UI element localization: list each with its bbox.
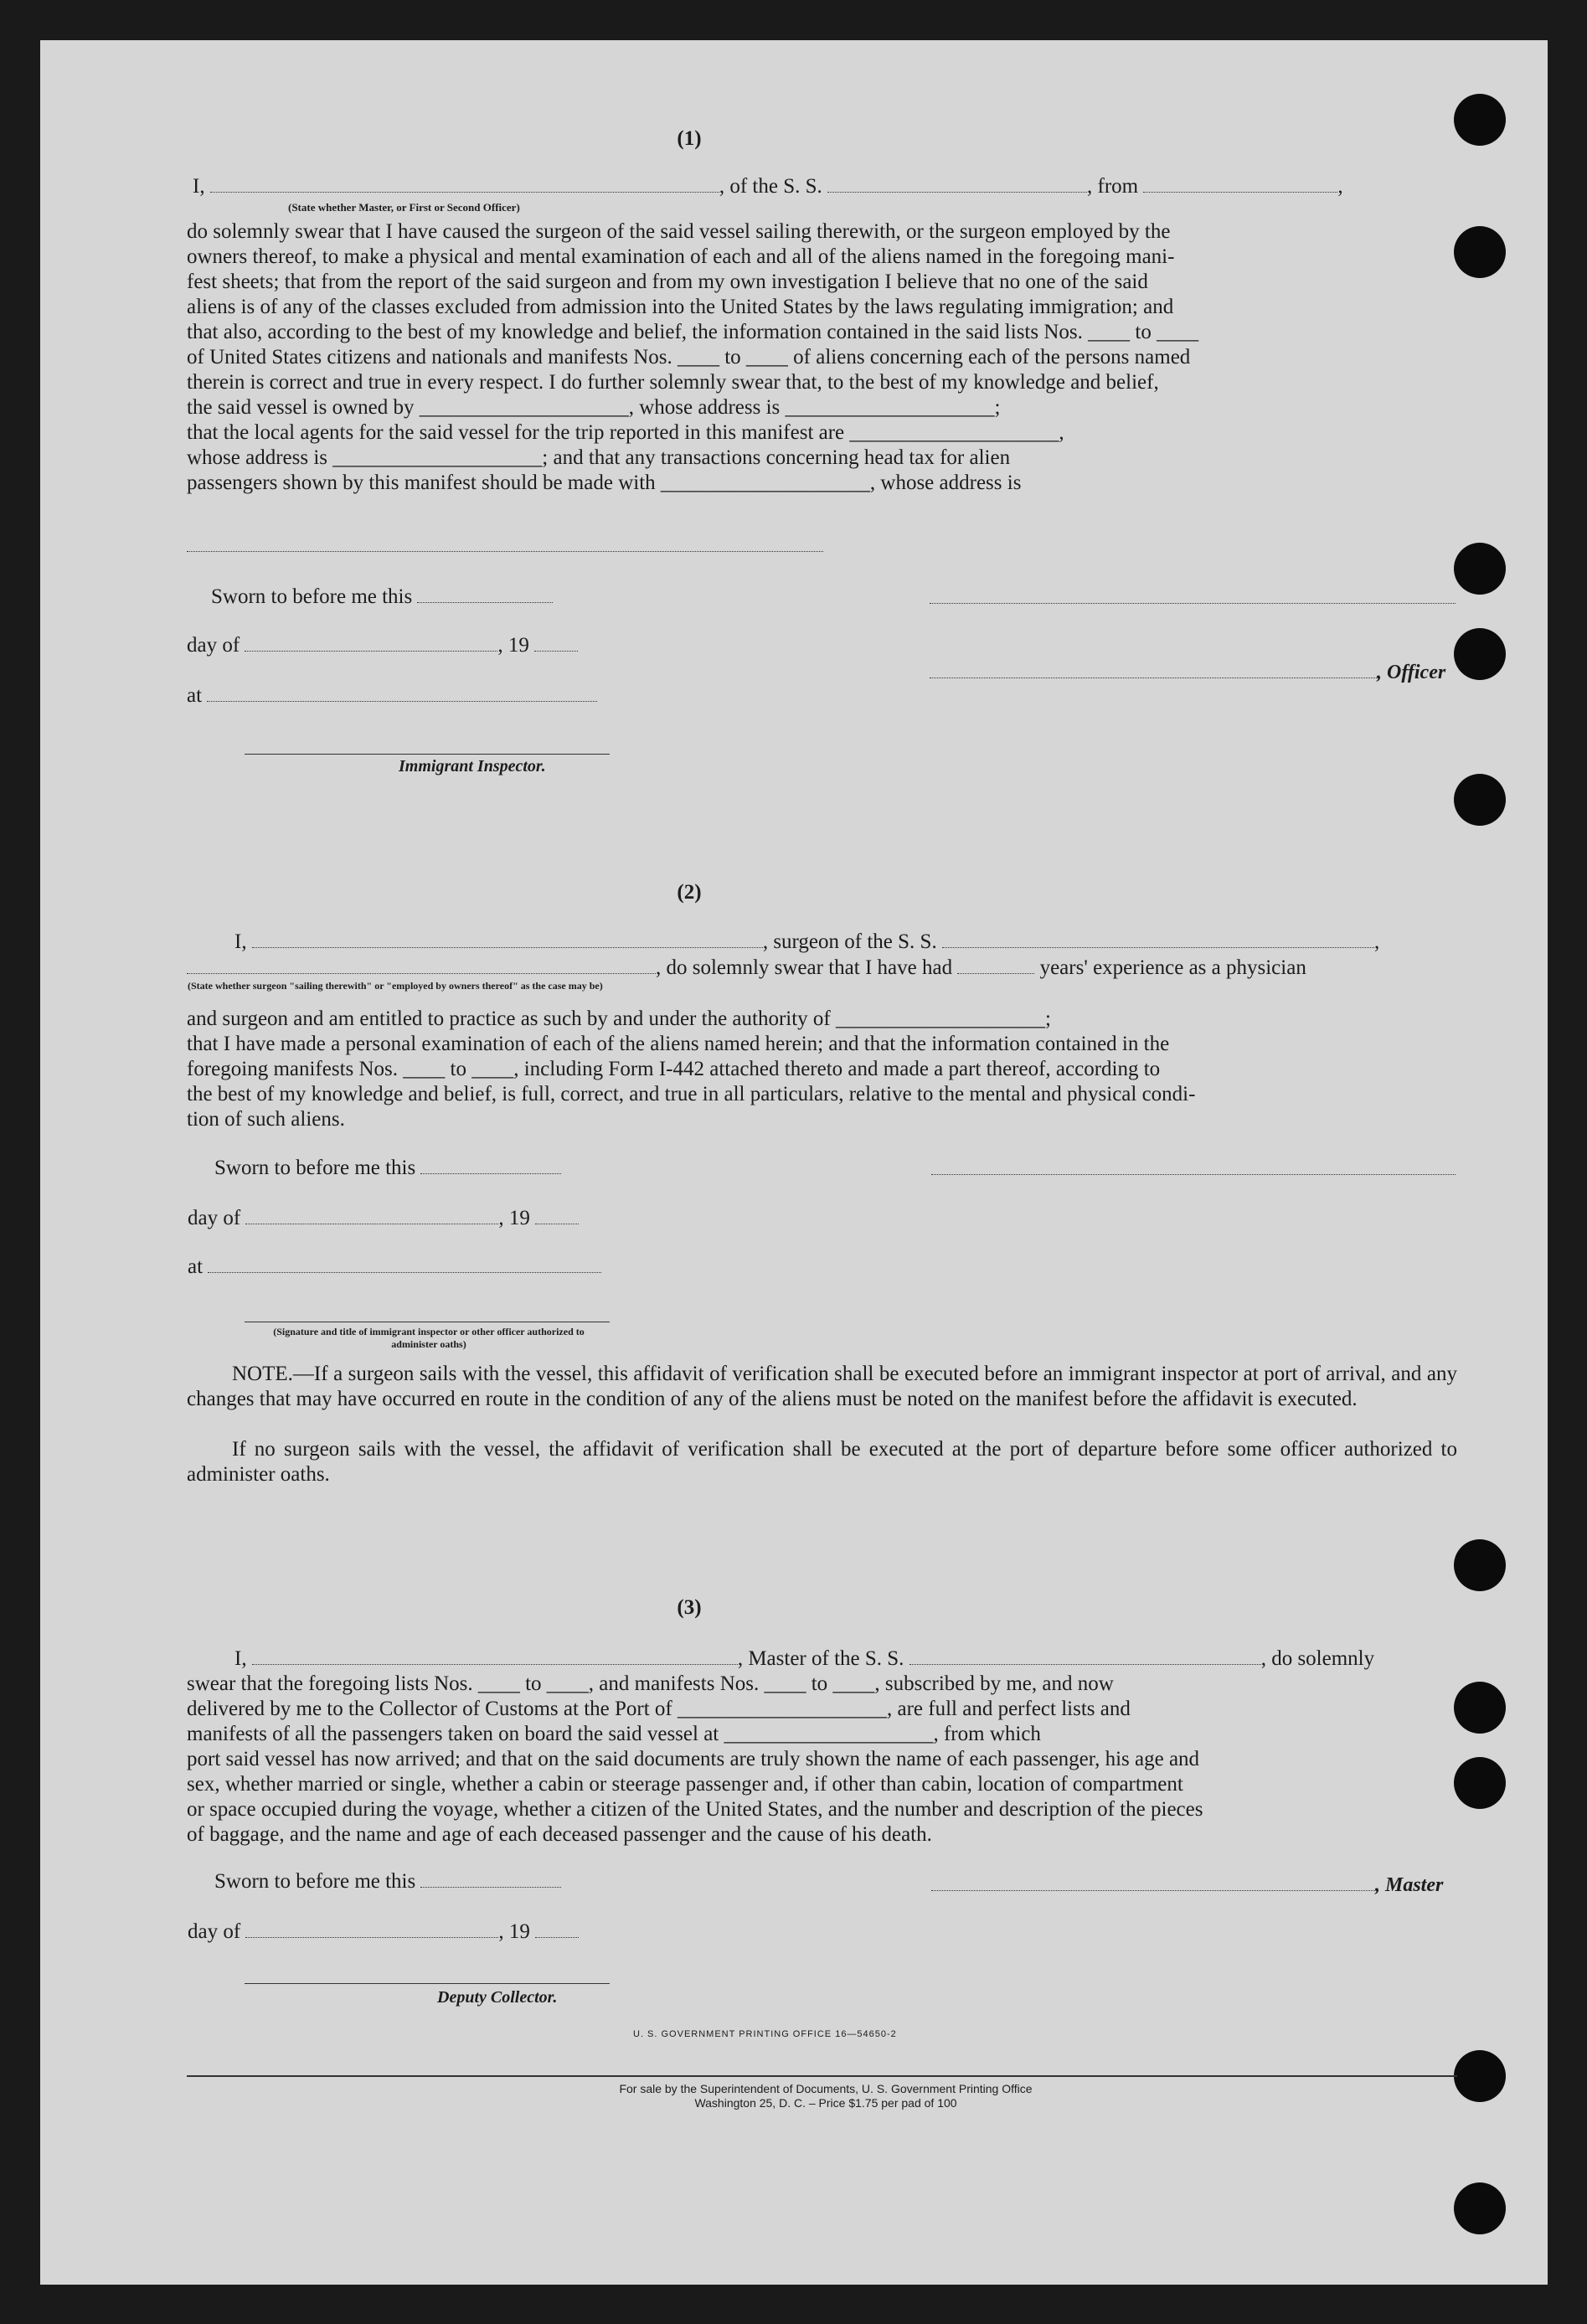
oath-line: delivered by me to the Collector of Customs at the Port of ____________________, are full and perfect lists and [187, 1698, 1131, 1720]
surgeon-type-field[interactable] [252, 932, 763, 948]
oath-line: swear that the foregoing lists Nos. ____ to ____, and manifests Nos. ____ to ____, subscribed by me, and now [187, 1672, 1114, 1695]
oath-line: foregoing manifests Nos. ____ to ____, including Form I-442 attached thereto and made a part thereof, according to [187, 1058, 1161, 1080]
surgeon-name-field[interactable] [187, 958, 656, 974]
oath-line: owners thereof, to make a physical and mental examination of each and all of the aliens named in the foregoing mani- [187, 245, 1175, 268]
s2-vessel-field[interactable] [942, 932, 1374, 948]
s2-sworn-day-field[interactable] [420, 1158, 561, 1174]
s1-at: at [187, 683, 597, 709]
s2-signature-hint: (Signature and title of immigrant inspector or other officer authorized to administer oaths) [273, 1326, 585, 1350]
officer-signature-field[interactable] [930, 662, 1377, 678]
oath-line: of baggage, and the name and age of each deceased passenger and the cause of his death. [187, 1823, 932, 1846]
oath-line: of United States citizens and nationals and manifests Nos. ____ to ____ of aliens concerning each of the persons named [187, 346, 1191, 368]
oath-line: do solemnly swear that I have caused the surgeon of the said vessel sailing therewith, or the surgeon employed by the [187, 220, 1171, 243]
oath-line: therein is correct and true in every respect. I do further solemnly swear that, to the best of my knowledge and belief, [187, 371, 1159, 394]
form-page [40, 40, 1548, 2285]
officer-name-field[interactable] [210, 177, 719, 193]
deputy-label: Deputy Collector. [437, 1988, 558, 2007]
oath-line: sex, whether married or single, whether a cabin or steerage passenger and, if other than cabin, location of compartment [187, 1773, 1183, 1796]
s2-oath-body [187, 1007, 1457, 1132]
s2-day-of: day of , 19 [188, 1206, 579, 1231]
s3-master: , Master [931, 1873, 1443, 1898]
oath-line: that also, according to the best of my knowledge and belief, the information contained in the said lists Nos. ____ to ____ [187, 321, 1199, 343]
surgeon-hint: (State whether surgeon "sailing therewith" or "employed by owners thereof" as the case may be) [188, 980, 603, 992]
sworn-month-field[interactable] [245, 636, 497, 652]
sale-notice-1: For sale by the Superintendent of Documents, U. S. Government Printing Office [619, 2082, 1033, 2095]
s3-first-line: I, , Master of the S. S. , do solemnly [234, 1647, 1375, 1670]
sworn-day-field[interactable] [417, 587, 553, 603]
punch-hole [1454, 628, 1506, 680]
s2-sworn: Sworn to before me this [214, 1156, 561, 1181]
punch-hole [1454, 543, 1506, 595]
vessel-name-field[interactable] [827, 177, 1087, 193]
s3-day-of: day of , 19 [188, 1919, 579, 1945]
s1-sworn: Sworn to before me this [211, 585, 553, 610]
years-field[interactable] [957, 958, 1034, 974]
section-3-heading: (3) [677, 1596, 702, 1619]
section-2-heading: (2) [677, 881, 702, 904]
oath-line: the best of my knowledge and belief, is full, correct, and true in all particulars, relative to the mental and physical condi- [187, 1083, 1196, 1105]
inspector-label: Immigrant Inspector. [399, 757, 546, 776]
punch-hole [1454, 94, 1506, 146]
surgeon-signature-line[interactable] [931, 1174, 1456, 1175]
oath-line: fest sheets; that from the report of the said surgeon and from my own investigation I believe that no one of the said [187, 271, 1148, 293]
s1-first-line: I, , of the S. S. , from , [193, 175, 1343, 198]
oath-line: port said vessel has now arrived; and that on the said documents are truly shown the name of each passenger, his age and [187, 1748, 1200, 1770]
oath-line: manifests of all the passengers taken on board the said vessel at ____________________, from which [187, 1723, 1041, 1745]
oath-line: and surgeon and am entitled to practice as such by and under the authority of ____________________; [187, 1007, 1051, 1030]
oath-line: that the local agents for the said vessel for the trip reported in this manifest are ____________________, [187, 421, 1064, 444]
s2-at: at [188, 1255, 601, 1280]
master-name-field[interactable] [252, 1649, 738, 1665]
oath-line: or space occupied during the voyage, whether a citizen of the United States, and the number and description of the pieces [187, 1798, 1203, 1821]
sale-notice-2: Washington 25, D. C. – Price $1.75 per pad of 100 [694, 2096, 957, 2110]
punch-hole [1454, 2182, 1506, 2234]
oath-line: passengers shown by this manifest should be made with ____________________, whose address is [187, 471, 1022, 494]
s3-sworn-month-field[interactable] [245, 1922, 498, 1938]
oath-line: aliens is of any of the classes excluded from admission into the United States by the laws regulating immigration; and [187, 296, 1174, 318]
footer-rule [187, 2075, 1457, 2077]
sworn-year-field[interactable] [534, 636, 578, 652]
surgeon-note: NOTE.—If a surgeon sails with the vessel, this affidavit of verification shall be executed before an immigrant inspector at port of arrival, and any changes that may have occurred en route in the condition of any of the aliens must be noted on the manifest before the affidavit is executed. [187, 1363, 1457, 1410]
officer-signature-line-1[interactable] [930, 603, 1456, 604]
departure-port-field[interactable] [1143, 177, 1337, 193]
s3-sworn-year-field[interactable] [535, 1922, 579, 1938]
s3-sworn-day-field[interactable] [420, 1872, 561, 1888]
section-1-heading: (1) [677, 127, 702, 150]
s2-second-line: , do solemnly swear that I have had years' experience as a physician [187, 956, 1306, 981]
oath-line: whose address is ____________________; and that any transactions concerning head tax for alien [187, 446, 1011, 469]
s2-sworn-month-field[interactable] [245, 1208, 498, 1224]
s1-officer: , Officer [930, 660, 1445, 685]
sworn-place-field[interactable] [207, 686, 597, 702]
no-surgeon-note: If no surgeon sails with the vessel, the affidavit of verification shall be executed at the port of departure before some officer authorized to administer oaths. [187, 1438, 1457, 1486]
oath-line: tion of such aliens. [187, 1108, 345, 1131]
s2-sworn-place-field[interactable] [208, 1257, 601, 1273]
address-continuation-line[interactable] [187, 551, 823, 552]
s2-sworn-year-field[interactable] [535, 1208, 579, 1224]
inspector-signature-line[interactable] [245, 754, 610, 755]
oath-line: that I have made a personal examination of each of the aliens named herein; and that the information contained in the [187, 1033, 1170, 1055]
master-signature-field[interactable] [931, 1875, 1375, 1891]
punch-hole [1454, 1757, 1506, 1809]
s1-day-of: day of , 19 [187, 633, 578, 658]
punch-hole [1454, 226, 1506, 278]
oath-line: the said vessel is owned by ____________________, whose address is ____________________; [187, 396, 1001, 419]
punch-hole [1454, 1539, 1506, 1591]
s3-oath-body [187, 1672, 1457, 1847]
s3-sworn: Sworn to before me this [214, 1869, 561, 1894]
officer-hint: (State whether Master, or First or Second Officer) [288, 201, 520, 214]
s1-oath-body [187, 219, 1457, 496]
punch-hole [1454, 1682, 1506, 1734]
deputy-signature-line[interactable] [245, 1983, 610, 1984]
punch-hole [1454, 774, 1506, 826]
s2-first-line: I, , surgeon of the S. S. , [234, 930, 1380, 953]
s3-vessel-field[interactable] [909, 1649, 1261, 1665]
printer-imprint: U. S. GOVERNMENT PRINTING OFFICE 16—54650-2 [633, 2029, 897, 2039]
